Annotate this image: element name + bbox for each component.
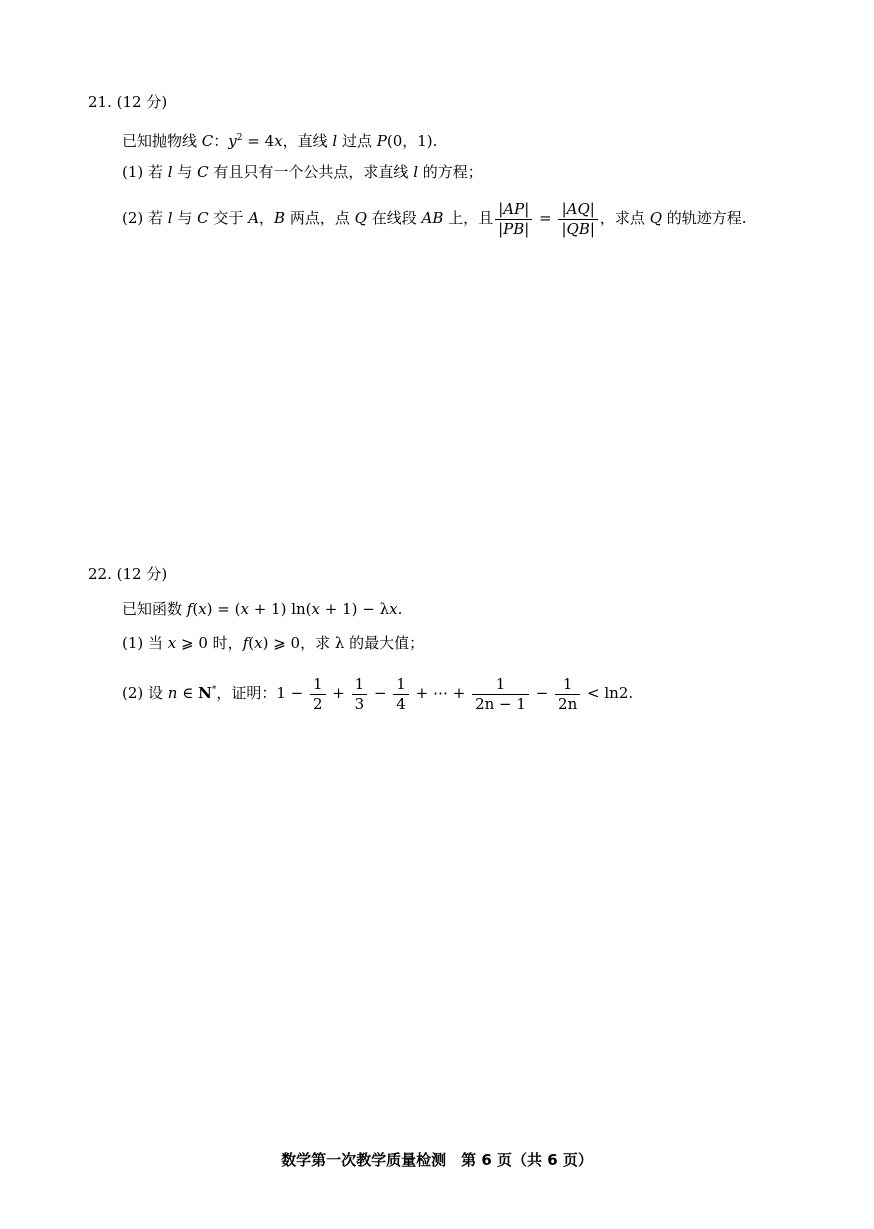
fraction-1-2: $\frac{1}{2}$: [310, 675, 326, 714]
fraction-1-4: $\frac{1}{4}$: [393, 675, 409, 714]
q21-part1: (1) 若 l 与 C 有且只有一个公共点，求直线 l 的方程；: [122, 163, 483, 181]
page-footer: 数学第一次教学质量检测 第 6 页（共 6 页）: [281, 1151, 593, 1169]
fraction-aq-qb: $\frac{|AQ|}{|QB|}$: [558, 200, 597, 239]
q22-number: 22. (12 分): [88, 565, 168, 583]
q21-number: 21. (12 分): [88, 93, 168, 111]
q22-part1: (1) 当 x ⩾ 0 时，f(x) ⩾ 0，求 λ 的最大值；: [122, 634, 425, 652]
fraction-1-2n: $\frac{1}{2n}$: [555, 675, 580, 714]
fraction-ap-pb: $\frac{|AP|}{|PB|}$: [495, 200, 532, 239]
fraction-1-2n-1: $\frac{1}{2n - 1}$: [472, 675, 529, 714]
q22-part2: (2) 设 n ∈ N*，证明：1 − $\frac{1}{2}$ + $\frac{1}{3}$ − $\frac{1}{4}$ + ⋯ + $\frac{1}{2n - 1}$ − $\frac{1}{2n}$ < ln2.: [122, 674, 634, 713]
q21-stem: 已知抛物线 C：$y^2 = 4x$，直线 l 过点 P(0，1).: [122, 132, 438, 150]
q22-stem: 已知函数 f(x) = (x + 1) ln(x + 1) − λx.: [122, 600, 403, 618]
fraction-1-3: $\frac{1}{3}$: [352, 675, 368, 714]
q21-part2: (2) 若 l 与 C 交于 A，B 两点，点 Q 在线段 AB 上，且 $\frac{|AP|}{|PB|}$ = $\frac{|AQ|}{|QB|}$ ，求点 Q 的轨迹方程.: [122, 199, 747, 238]
